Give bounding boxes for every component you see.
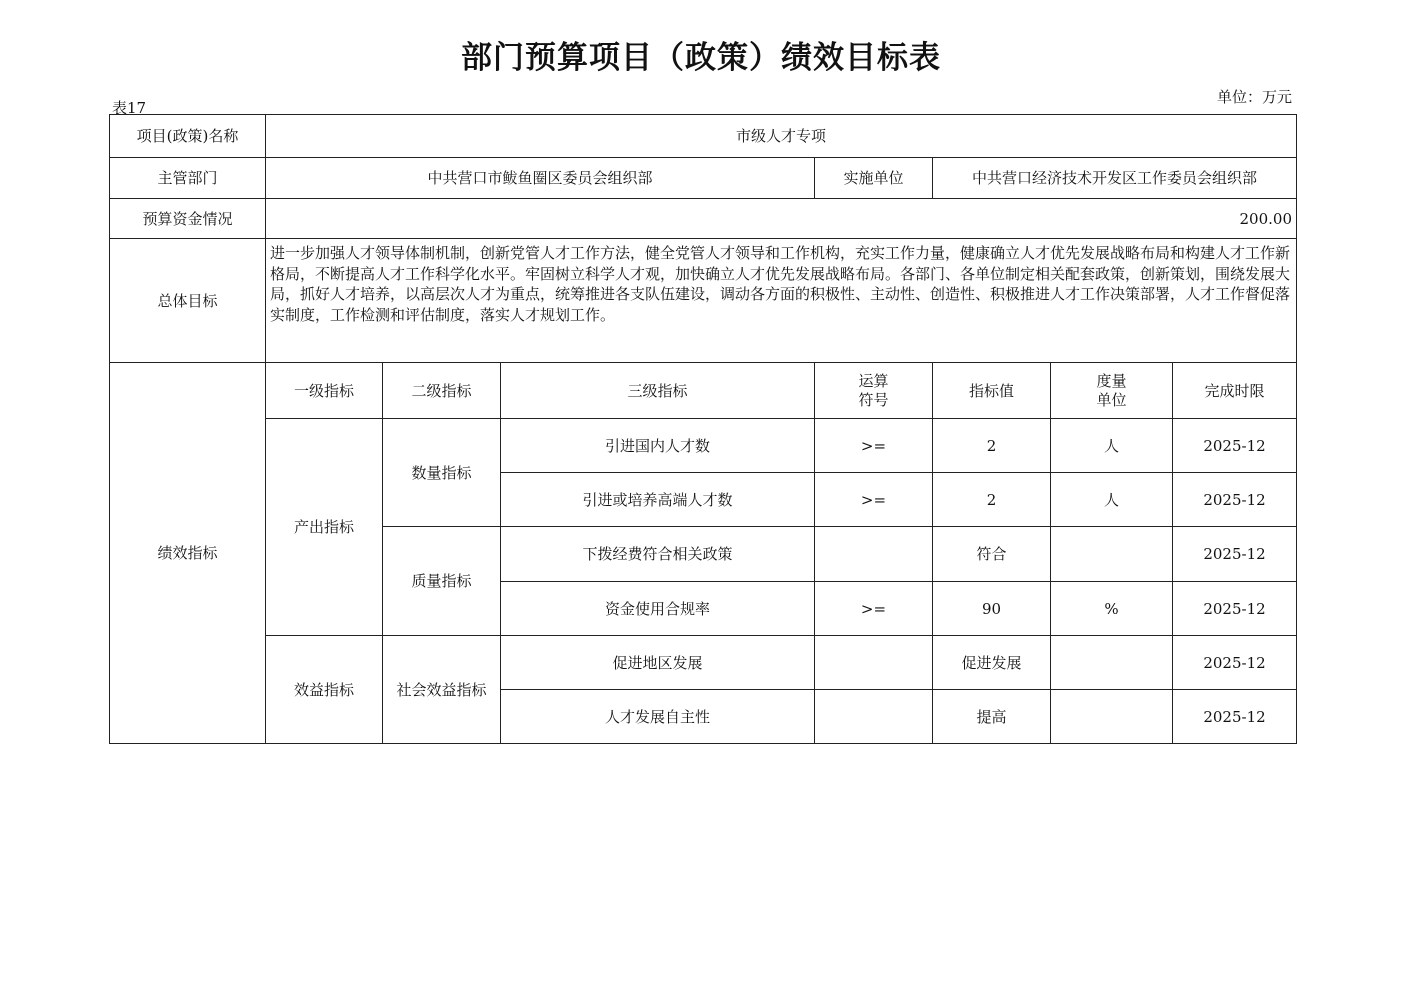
group-quality: 质量指标 bbox=[383, 527, 501, 636]
group-benefit: 效益指标 bbox=[266, 636, 383, 744]
indicator-deadline: 2025-12 bbox=[1173, 636, 1297, 690]
indicator-name: 下拨经费符合相关政策 bbox=[501, 527, 815, 582]
unit-label: 单位：万元 bbox=[1216, 88, 1292, 106]
indicator-value: 2 bbox=[933, 473, 1051, 527]
budget-label: 预算资金情况 bbox=[110, 199, 266, 239]
indicator-name: 引进国内人才数 bbox=[501, 419, 815, 473]
indicator-deadline: 2025-12 bbox=[1173, 527, 1297, 582]
indicator-value: 2 bbox=[933, 419, 1051, 473]
indicator-operator bbox=[815, 527, 933, 582]
row-indicator-header bbox=[110, 363, 1297, 419]
indicator-operator: >= bbox=[815, 419, 933, 473]
indicator-deadline: 2025-12 bbox=[1173, 690, 1297, 744]
impl-unit-label: 实施单位 bbox=[815, 158, 933, 199]
row-budget bbox=[110, 199, 1297, 239]
header-value: 指标值 bbox=[933, 363, 1051, 419]
table-number: 表17 bbox=[112, 99, 147, 117]
header-operator bbox=[815, 363, 933, 419]
goal-text: 进一步加强人才领导体制机制，创新党管人才工作方法，健全党管人才领导和工作机构，充实工作力量，健康确立人才优先发展战略布局和构建人才工作新格局，不断提高人才工作科学化水平。牢固树立科学人才观，加快确立人才优先发展战略布局。各部门、各单位制定相关配套政策，创新策划，围绕发展大局，抓好人才培养，以高层次人才为重点，统筹推进各支队伍建设，调动各方面的积极性、主动性、创造性、积极推进人才工作决策部署，人才工作督促落实制度，工作检测和评估制度，落实人才规划工作。 bbox=[266, 239, 1297, 363]
indicator-value: 提高 bbox=[933, 690, 1051, 744]
indicator-unit bbox=[1051, 636, 1173, 690]
indicator-operator bbox=[815, 690, 933, 744]
indicator-operator: >= bbox=[815, 473, 933, 527]
indicator-name: 资金使用合规率 bbox=[501, 582, 815, 636]
dept-label: 主管部门 bbox=[110, 158, 266, 199]
indicator-unit: 人 bbox=[1051, 419, 1173, 473]
indicator-deadline: 2025-12 bbox=[1173, 419, 1297, 473]
row-goal bbox=[110, 239, 1297, 363]
goal-label: 总体目标 bbox=[110, 239, 266, 363]
perf-label: 绩效指标 bbox=[110, 363, 266, 744]
indicator-value: 90 bbox=[933, 582, 1051, 636]
header-operator-line2: 符号 bbox=[858, 390, 889, 409]
dept-value: 中共营口市鲅鱼圈区委员会组织部 bbox=[266, 158, 815, 199]
header-operator-line1: 运算 bbox=[858, 371, 889, 390]
group-output: 产出指标 bbox=[266, 419, 383, 636]
header-level1: 一级指标 bbox=[266, 363, 383, 419]
header-unit-line2: 单位 bbox=[1096, 390, 1127, 409]
impl-unit-value: 中共营口经济技术开发区工作委员会组织部 bbox=[933, 158, 1297, 199]
header-unit-line1: 度量 bbox=[1096, 371, 1127, 390]
budget-value: 200.00 bbox=[266, 199, 1297, 239]
project-name-value: 市级人才专项 bbox=[266, 115, 1297, 158]
indicator-value: 符合 bbox=[933, 527, 1051, 582]
indicator-unit: % bbox=[1051, 582, 1173, 636]
header-deadline: 完成时限 bbox=[1173, 363, 1297, 419]
indicator-operator: >= bbox=[815, 582, 933, 636]
indicator-name: 人才发展自主性 bbox=[501, 690, 815, 744]
group-quantity: 数量指标 bbox=[383, 419, 501, 527]
header-level3: 三级指标 bbox=[501, 363, 815, 419]
header-level2: 二级指标 bbox=[383, 363, 501, 419]
indicator-name: 引进或培养高端人才数 bbox=[501, 473, 815, 527]
performance-target-table bbox=[109, 114, 1297, 744]
indicator-operator bbox=[815, 636, 933, 690]
header-unit bbox=[1051, 363, 1173, 419]
indicator-deadline: 2025-12 bbox=[1173, 473, 1297, 527]
indicator-name: 促进地区发展 bbox=[501, 636, 815, 690]
row-project-name bbox=[110, 115, 1297, 158]
table-row bbox=[110, 419, 1297, 473]
indicator-unit bbox=[1051, 527, 1173, 582]
group-social: 社会效益指标 bbox=[383, 636, 501, 744]
indicator-deadline: 2025-12 bbox=[1173, 582, 1297, 636]
page-title: 部门预算项目（政策）绩效目标表 bbox=[461, 40, 941, 76]
row-department bbox=[110, 158, 1297, 199]
indicator-value: 促进发展 bbox=[933, 636, 1051, 690]
project-name-label: 项目(政策)名称 bbox=[110, 115, 266, 158]
indicator-unit bbox=[1051, 690, 1173, 744]
table-row bbox=[110, 636, 1297, 690]
indicator-unit: 人 bbox=[1051, 473, 1173, 527]
